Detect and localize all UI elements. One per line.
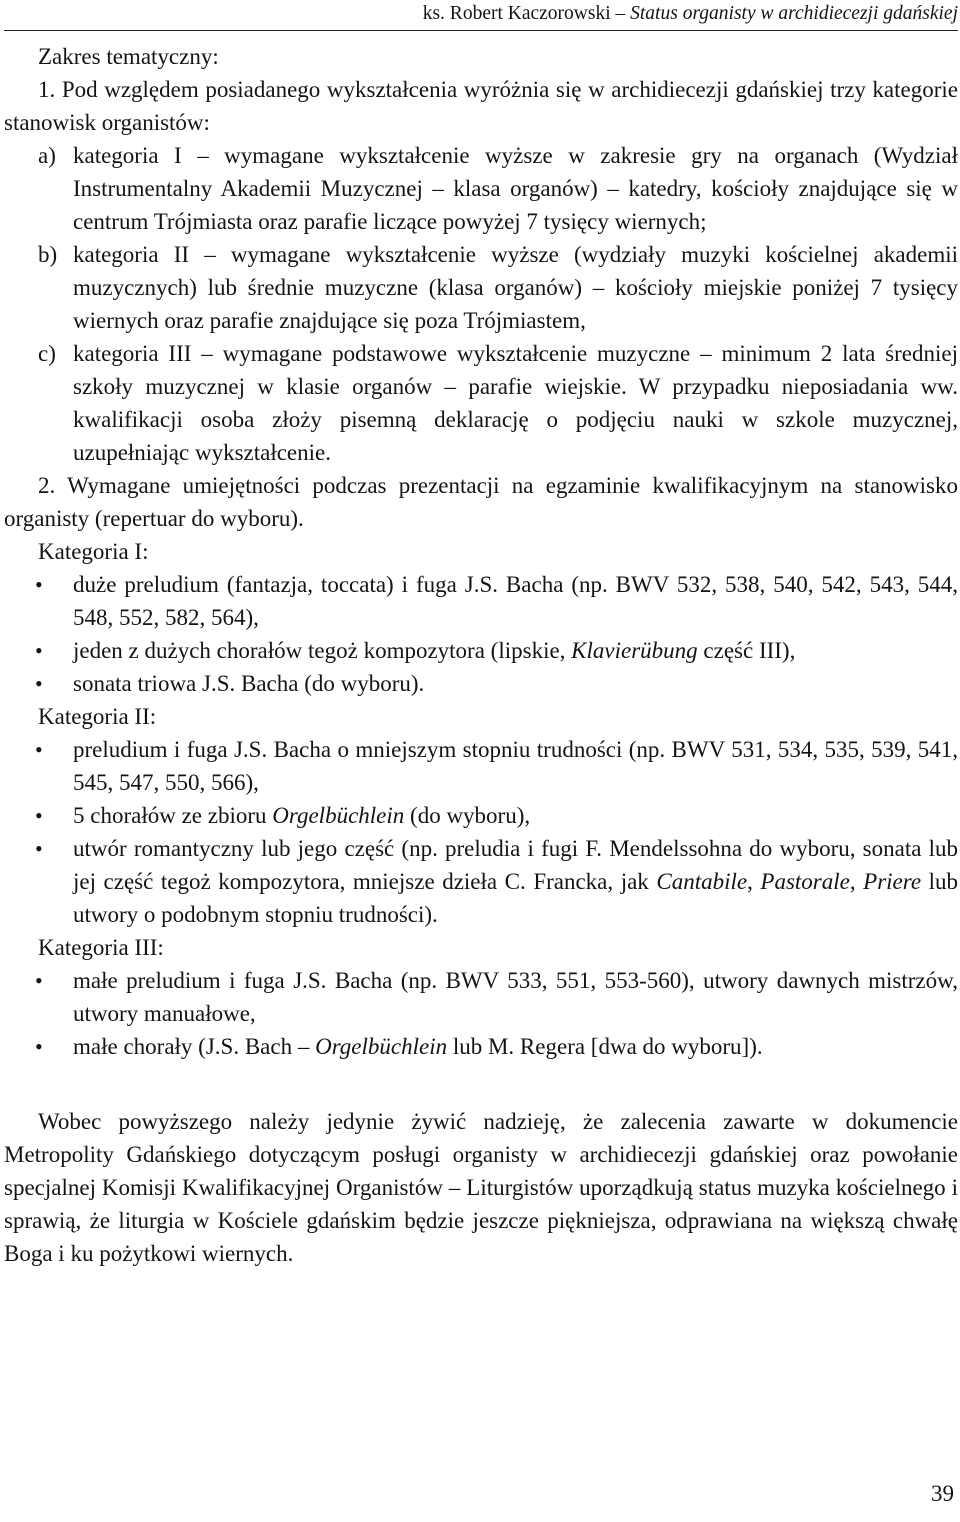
- item-label: c): [38, 341, 56, 366]
- list-item-title: Cantabile: [656, 869, 748, 894]
- list-item-text: sonata triowa J.S. Bacha (do wyboru).: [73, 671, 425, 696]
- list-item: [4, 832, 958, 931]
- list-item: [4, 568, 958, 634]
- list-item: [4, 964, 958, 1030]
- list-item: [4, 733, 958, 799]
- header-author: ks. Robert Kaczorowski –: [422, 3, 631, 24]
- list-item: [4, 799, 958, 832]
- list-item-title: Orgelbüchlein: [315, 1034, 448, 1059]
- bullet-icon: •: [35, 1034, 43, 1059]
- category-item-b: [4, 238, 958, 337]
- list-item-text: małe preludium i fuga J.S. Bacha (np. BWV 533, 551, 553-560), utwory dawnych mistrzów, utwory manuałowe,: [73, 968, 958, 1026]
- item-text: kategoria II – wymagane wykształcenie wyższe (wydziały muzyki kościelnej akademii muzycznych) lub średnie muzyczne (klasa organów) – kościoły miejskie poniżej 7 tysięcy wiernych oraz parafie znajdujące się poza Trójmiastem,: [73, 242, 958, 333]
- bullet-icon: •: [35, 836, 43, 861]
- bullet-icon: •: [35, 638, 43, 663]
- list-item-text: ,: [849, 869, 864, 894]
- section-1-intro: 1. Pod względem posiadanego wykształcenia wyróżnia się w archidiecezji gdańskiej trzy kategorie stanowisk organistów:: [4, 77, 958, 135]
- zakres-heading: Zakres tematyczny:: [38, 44, 219, 69]
- list-item-text: utwór romantyczny lub jego część (np. preludia i fugi F. Mendelssohna do wyboru, sonata lub jej część tegoż kompozytora, mniejsze dzieła C. Francka, jak: [73, 836, 958, 894]
- header-title: Status organisty w archidiecezji gdańskiej: [630, 3, 958, 24]
- category-3-heading: Kategoria III:: [38, 935, 164, 960]
- paragraph-spacer: [4, 1063, 958, 1105]
- bullet-icon: •: [35, 968, 43, 993]
- list-item: [4, 667, 958, 700]
- list-item-title: Orgelbüchlein: [272, 803, 405, 828]
- category-1-heading: Kategoria I:: [38, 539, 149, 564]
- item-label: a): [38, 143, 56, 168]
- category-2-heading: Kategoria II:: [38, 704, 157, 729]
- list-item-text: duże preludium (fantazja, toccata) i fuga J.S. Bacha (np. BWV 532, 538, 540, 542, 543, 544, 548, 552, 582, 564),: [73, 572, 958, 630]
- item-text: kategoria III – wymagane podstawowe wykształcenie muzyczne – minimum 2 lata średniej szkoły muzycznej w klasie organów – parafie wiejskie. W przypadku nieposiadania ww. kwalifikacji osoba złoży pisemną deklarację o podjęciu nauki w szkole muzycznej, uzupełniając wykształcenie.: [73, 341, 958, 465]
- section-2-intro: 2. Wymagane umiejętności podczas prezentacji na egzaminie kwalifikacyjnym na stanowisko organisty (repertuar do wyboru).: [4, 473, 958, 531]
- list-item-text: małe chorały (J.S. Bach –: [73, 1034, 316, 1059]
- list-item-text: część III),: [697, 638, 796, 663]
- bullet-icon: •: [35, 572, 43, 597]
- conclusion-paragraph: Wobec powyższego należy jedynie żywić nadzieję, że zalecenia zawarte w dokumencie Metropolity Gdańskiego dotyczącym posługi organisty w archidiecezji gdańskiej oraz powołanie specjalnej Komisji Kwalifikacyjnej Organistów – Liturgistów uporządkują status muzyka kościelnego i sprawią, że liturgia w Kościele gdańskim będzie jeszcze piękniejsza, odprawiana na większą chwałę Boga i ku pożytkowi wiernych.: [4, 1109, 958, 1266]
- page-number: 39: [931, 1481, 954, 1506]
- list-item-text: preludium i fuga J.S. Bacha o mniejszym stopniu trudności (np. BWV 531, 534, 535, 539, 541, 545, 547, 550, 566),: [73, 737, 958, 795]
- list-item-title: Pastorale: [760, 869, 850, 894]
- list-item-text: lub M. Regera [dwa do wyboru]).: [447, 1034, 763, 1059]
- list-item-text: jeden z dużych chorałów tegoż kompozytora (lipskie,: [73, 638, 572, 663]
- list-item-text: ,: [747, 869, 761, 894]
- list-item: [4, 1030, 958, 1063]
- bullet-icon: •: [35, 803, 43, 828]
- item-text: kategoria I – wymagane wykształcenie wyższe w zakresie gry na organach (Wydział Instrumentalny Akademii Muzycznej – klasa organów) – katedry, kościoły znajdujące się w centrum Trójmiasta oraz parafie liczące powyżej 7 tysięcy wiernych;: [73, 143, 958, 234]
- list-item-title: Priere: [863, 869, 922, 894]
- list-item-title: Klavierübung: [571, 638, 698, 663]
- category-item-c: [4, 337, 958, 469]
- document-body: [4, 40, 958, 1270]
- item-label: b): [38, 242, 58, 267]
- category-item-a: [4, 139, 958, 238]
- list-item: [4, 634, 958, 667]
- list-item-text: 5 chorałów ze zbioru: [73, 803, 273, 828]
- list-item-text: lub utwory o podobnym stopniu trudności).: [73, 869, 959, 927]
- running-header: [4, 2, 958, 31]
- bullet-icon: •: [35, 671, 43, 696]
- list-item-text: (do wyboru),: [404, 803, 531, 828]
- bullet-icon: •: [35, 737, 43, 762]
